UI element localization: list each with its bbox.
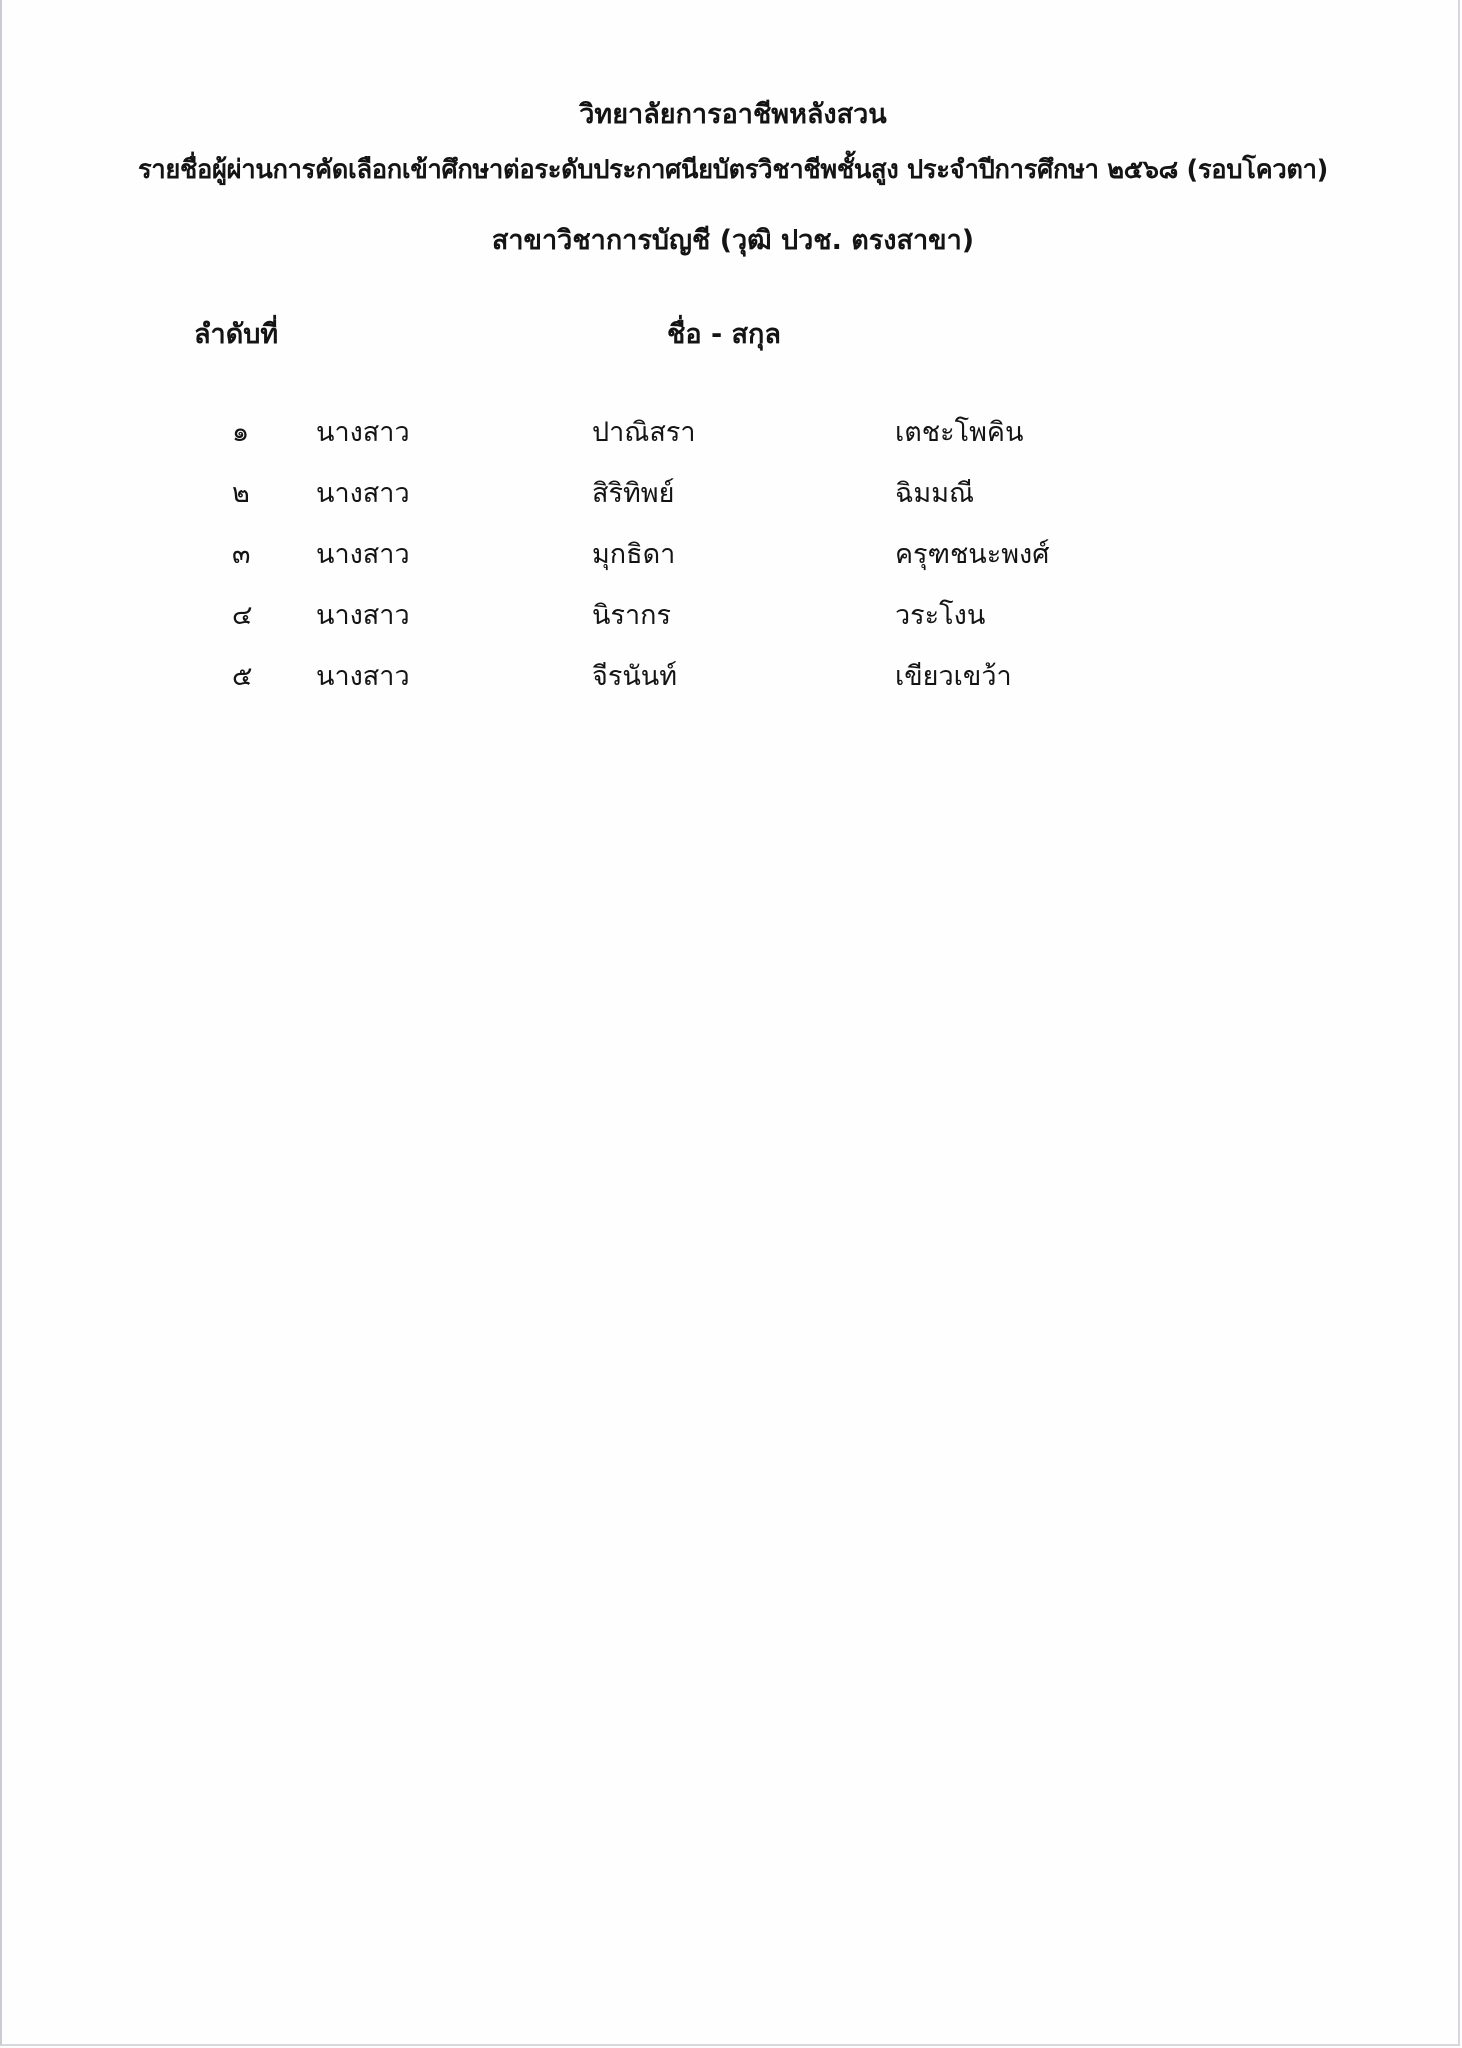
row-title: นางสาว (316, 661, 410, 692)
table-row (2, 654, 1462, 715)
row-first-name: ปาณิสรา (592, 417, 696, 448)
row-title: นางสาว (316, 478, 410, 509)
row-number: ๑ (232, 417, 250, 448)
row-first-name: มุกธิดา (592, 539, 676, 570)
row-number: ๓ (232, 539, 251, 570)
row-last-name: เตชะโพคิน (895, 417, 1024, 448)
row-last-name: วระโงน (895, 600, 986, 631)
row-number: ๕ (232, 661, 253, 692)
row-last-name: เขียวเขว้า (895, 661, 1012, 692)
program-heading: สาขาวิชาการบัญชี (วุฒิ ปวช. ตรงสาขา) (491, 225, 975, 256)
row-first-name: นิรากร (592, 600, 671, 631)
student-list (2, 410, 1462, 715)
row-first-name: สิริทิพย์ (592, 478, 675, 509)
row-number: ๒ (232, 478, 250, 509)
document-subtitle: รายชื่อผู้ผ่านการคัดเลือกเข้าศึกษาต่อระดับประกาศนียบัตรวิชาชีพชั้นสูง ประจำปีการศึกษา ๒๕๖๘ (รอบโควตา) (137, 155, 1329, 185)
column-header-name: ชื่อ - สกุล (667, 319, 781, 350)
row-first-name: จีรนันท์ (592, 661, 678, 692)
row-last-name: ฉิมมณี (895, 478, 975, 509)
row-title: นางสาว (316, 417, 410, 448)
column-header-no: ลำดับที่ (194, 319, 279, 350)
table-row (2, 593, 1462, 654)
row-title: นางสาว (316, 600, 410, 631)
row-last-name: ครุฑชนะพงศ์ (895, 539, 1050, 570)
table-row (2, 471, 1462, 532)
document-title: วิทยาลัยการอาชีพหลังสวน (579, 99, 887, 130)
row-title: นางสาว (316, 539, 410, 570)
row-number: ๔ (232, 600, 253, 631)
table-row (2, 410, 1462, 471)
table-row (2, 532, 1462, 593)
